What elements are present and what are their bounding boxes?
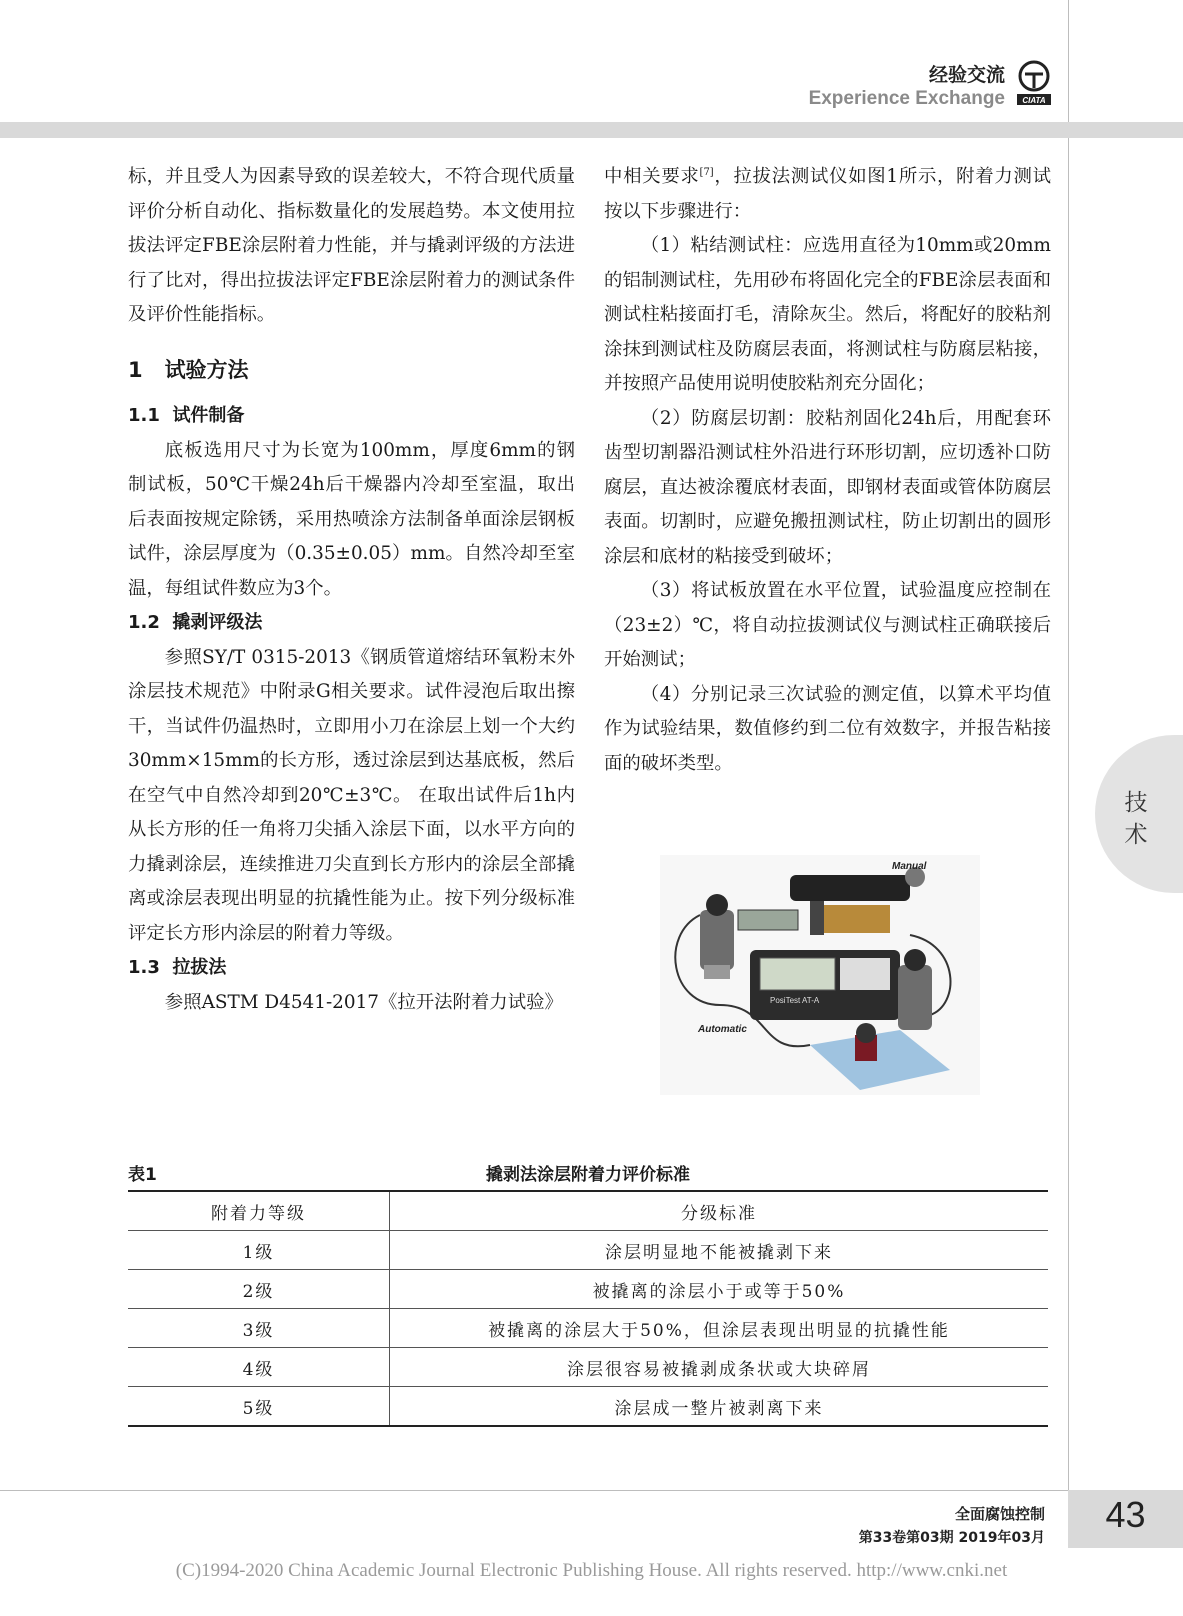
step-1: （1）粘结测试柱：应选用直径为10mm或20mm的铝制测试柱，先用砂布将固化完全的FBE涂层表面和测试柱粘接面打毛，清除灰尘。然后，将配好的胶粘剂涂抹到测试柱及防腐层表面，将测试柱与防腐层粘接，并按照产品使用说明使胶粘剂充分固化； bbox=[604, 235, 1051, 394]
automatic-tester bbox=[750, 950, 900, 1020]
grade-cell: 1级 bbox=[128, 1231, 390, 1270]
table-row bbox=[128, 1309, 1048, 1348]
section-title: 试验方法 bbox=[164, 357, 249, 382]
subsection-1-3-heading bbox=[128, 951, 575, 986]
column-header: 分级标准 bbox=[390, 1191, 1049, 1231]
column-header: 附着力等级 bbox=[128, 1191, 390, 1231]
device-brand: PosiTest AT-A bbox=[770, 996, 820, 1005]
table-row bbox=[128, 1387, 1048, 1427]
table-title: 撬剥法涂层附着力评价标准 bbox=[486, 1165, 690, 1185]
section-title-cn: 经验交流 bbox=[928, 64, 1005, 86]
grade-cell: 5级 bbox=[128, 1387, 390, 1427]
subsection-1-3-text: 参照ASTM D4541-2017《拉开法附着力试验》 bbox=[164, 991, 563, 1013]
section-number: 1 bbox=[128, 357, 143, 382]
ciata-logo-icon bbox=[1017, 60, 1051, 106]
right-margin-rule bbox=[1068, 0, 1069, 1490]
step-3: （3）将试板放置在水平位置，试验温度应控制在（23±2）℃，将自动拉拔测试仪与测试柱正确联接后开始测试； bbox=[604, 580, 1051, 670]
pull-off-tester-figure bbox=[660, 855, 980, 1095]
subsection-title: 拉拔法 bbox=[172, 957, 227, 978]
journal-name: 全面腐蚀控制 bbox=[954, 1505, 1045, 1523]
criteria-cell: 涂层明显地不能被撬剥下来 bbox=[390, 1231, 1049, 1270]
grade-cell: 4级 bbox=[128, 1348, 390, 1387]
section-1-heading bbox=[128, 353, 575, 388]
automatic-label: Automatic bbox=[698, 1024, 747, 1035]
criteria-cell: 涂层成一整片被剥离下来 bbox=[390, 1387, 1049, 1427]
table-row bbox=[128, 1270, 1048, 1309]
subsection-number: 1.1 bbox=[128, 405, 160, 426]
subsection-1-2-heading bbox=[128, 606, 575, 641]
subsection-1-1-text: 底板选用尺寸为长宽为100mm，厚度6mm的钢制试板，50℃干燥24h后干燥器内冷却至室温，取出后表面按规定除锈，采用热喷涂方法制备单面涂层钢板试件，涂层厚度为（0.35±0.05）mm。自然冷却至室温，每组试件数应为3个。 bbox=[128, 439, 575, 599]
grade-cell: 3级 bbox=[128, 1309, 390, 1348]
header-band bbox=[0, 122, 1183, 138]
subsection-number: 1.3 bbox=[128, 957, 160, 978]
right-column bbox=[604, 160, 1051, 781]
continued-paragraph: 中相关要求[7]，拉拔法测试仪如图1所示，附着力测试按以下步骤进行： bbox=[604, 166, 1051, 222]
subsection-1-1-heading bbox=[128, 399, 575, 434]
section-title-en: Experience Exchange bbox=[808, 88, 1005, 109]
step-2: （2）防腐层切割：胶粘剂固化24h后，用配套环齿型切割器沿测试柱外沿进行环形切割，应切透补口防腐层，直达被涂覆底材表面，即钢材表面或管体防腐层表面。切割时，应避免搬扭测试柱，防止切割出的圆形涂层和底材的粘接受到破坏； bbox=[604, 407, 1051, 567]
adhesion-rating-table bbox=[128, 1190, 1048, 1427]
grade-cell: 2级 bbox=[128, 1270, 390, 1309]
left-column bbox=[128, 160, 575, 1020]
logo-text: CIATA bbox=[1022, 96, 1046, 105]
table-row bbox=[128, 1348, 1048, 1387]
table-row bbox=[128, 1231, 1048, 1270]
page-number: 43 bbox=[1105, 1494, 1146, 1535]
copyright-notice: (C)1994-2020 China Academic Journal Electronic Publishing House. All rights reserved. http://www.cnki.net bbox=[175, 1560, 1008, 1581]
table-header-row bbox=[128, 1191, 1048, 1231]
subsection-title: 试件制备 bbox=[172, 405, 245, 426]
criteria-cell: 涂层很容易被撬剥成条状或大块碎屑 bbox=[390, 1348, 1049, 1387]
table-label: 表1 bbox=[128, 1165, 157, 1185]
criteria-cell: 被撬离的涂层小于或等于50% bbox=[390, 1270, 1049, 1309]
subsection-number: 1.2 bbox=[128, 612, 160, 633]
intro-paragraph: 标，并且受人为因素导致的误差较大，不符合现代质量评价分析自动化、指标数量化的发展趋势。本文使用拉拔法评定FBE涂层附着力性能，并与撬剥评级的方法进行了比对，得出拉拔法评定FBE涂层附着力的测试条件及评价性能指标。 bbox=[128, 166, 575, 325]
criteria-cell: 被撬离的涂层大于50%，但涂层表现出明显的抗撬性能 bbox=[390, 1309, 1049, 1348]
citation-ref: [7] bbox=[699, 166, 714, 178]
manual-label: Manual bbox=[892, 861, 927, 872]
subsection-1-2-text: 参照SY/T 0315-2013《钢质管道熔结环氧粉末外涂层技术规范》中附录G相关要求。试件浸泡后取出擦干，当试件仍温热时，立即用小刀在涂层上划一个大约30mm×15mm的长方形，透过涂层到达基底板，然后在空气中自然冷却到20℃±3℃。 在取出试件后1h内从长方形的任一角将刀尖插入涂层下面，以水平方向的力撬剥涂层，连续推进刀尖直到长方形内的涂层全部撬离或涂层表现出明显的抗撬性能为止。按下列分级标准评定长方形内涂层的附着力等级。 bbox=[128, 646, 575, 944]
side-tab-label: 技术 bbox=[1124, 790, 1148, 848]
step-4: （4）分别记录三次试验的测定值，以算术平均值作为试验结果，数值修约到二位有效数字，并报告粘接面的破坏类型。 bbox=[604, 683, 1051, 774]
footer-rule bbox=[0, 1490, 1068, 1491]
issue-info: 第33卷第03期 2019年03月 bbox=[858, 1530, 1045, 1546]
subsection-title: 撬剥评级法 bbox=[172, 612, 263, 633]
